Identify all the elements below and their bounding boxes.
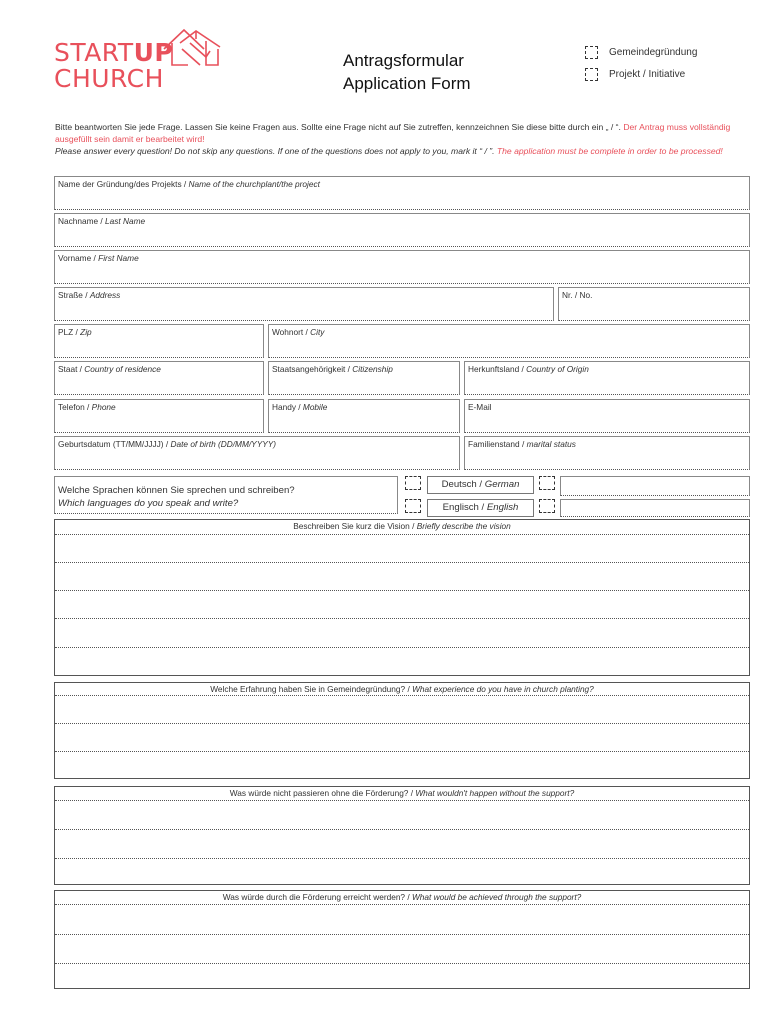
- divider: [55, 800, 749, 801]
- english-label-box: Englisch / English: [427, 499, 534, 517]
- mobile-label: Handy / Mobile: [272, 402, 328, 412]
- house-number-field[interactable]: [558, 287, 750, 321]
- divider: [55, 695, 749, 696]
- other-language-2-checkbox[interactable]: [539, 499, 555, 513]
- divider: [55, 562, 749, 563]
- languages-question: Welche Sprachen können Sie sprechen und schreiben? Which languages do you speak and write?: [58, 485, 295, 509]
- divider: [55, 829, 749, 830]
- last-name-field[interactable]: [54, 213, 750, 247]
- city-label: Wohnort / City: [272, 327, 325, 337]
- first-name-field[interactable]: [54, 250, 750, 284]
- logo-line-2: CHURCH: [54, 64, 164, 93]
- divider: [55, 963, 749, 964]
- instructions-de: Bitte beantworten Sie jede Frage. Lassen Sie keine Fragen aus. Sollte eine Frage nicht auf Sie zutreffen, kennzeichnen Sie diese bitte durch ein „ / “. Der Antrag muss vollständig ausgefüllt sein damit er bearbeitet wird!: [55, 122, 731, 144]
- email-field[interactable]: [464, 399, 750, 433]
- mobile-field[interactable]: [268, 399, 460, 433]
- german-checkbox[interactable]: [405, 476, 421, 490]
- origin-label: Herkunftsland / Country of Origin: [468, 364, 589, 374]
- church-plant-label: Gemeindegründung: [609, 47, 698, 58]
- first-name-label: Vorname / First Name: [58, 253, 139, 263]
- divider: [55, 751, 749, 752]
- other-language-1-input[interactable]: [560, 476, 750, 496]
- citizenship-field[interactable]: [268, 361, 460, 395]
- english-checkbox[interactable]: [405, 499, 421, 513]
- without-support-section-title: Was würde nicht passieren ohne die Förderung? / What wouldn't happen without the support?: [229, 788, 575, 798]
- divider: [55, 723, 749, 724]
- form-title-en: Application Form: [343, 74, 471, 93]
- divider: [55, 934, 749, 935]
- birth-date-label: Geburtsdatum (TT/MM/JJJJ) / Date of birth (DD/MM/YYYY): [58, 439, 277, 449]
- marital-status-label: Familienstand / marital status: [468, 439, 576, 449]
- zip-field[interactable]: [54, 324, 264, 358]
- vision-section-title: Beschreiben Sie kurz die Vision / Briefly describe the vision: [293, 521, 511, 531]
- divider: [55, 534, 749, 535]
- city-field[interactable]: [268, 324, 750, 358]
- street-field[interactable]: [54, 287, 554, 321]
- divider: [55, 858, 749, 859]
- country-field[interactable]: [54, 361, 264, 395]
- other-language-1-checkbox[interactable]: [539, 476, 555, 490]
- birth-date-field[interactable]: [54, 436, 460, 470]
- instructions-en: Please answer every question! Do not skip any questions. If one of the questions does not apply to you, mark it “ / ”. The application must be complete in order to be processed!: [55, 146, 723, 156]
- zip-label: PLZ / Zip: [58, 327, 92, 337]
- languages-question-box: [54, 476, 398, 514]
- street-label: Straße / Address: [58, 290, 121, 300]
- form-title-de: Antragsformular: [343, 51, 464, 70]
- house-number-label: Nr. / No.: [562, 290, 593, 300]
- project-checkbox[interactable]: [585, 68, 598, 81]
- achieved-section-title: Was würde durch die Förderung erreicht werden? / What would be achieved through the support?: [222, 892, 582, 902]
- project-name-field[interactable]: [54, 176, 750, 210]
- house-outline-icon: [160, 27, 224, 71]
- experience-section-title: Welche Erfahrung haben Sie in Gemeindegründung? / What experience do you have in church planting?: [210, 684, 594, 694]
- without-support-section[interactable]: [54, 786, 750, 885]
- divider: [55, 647, 749, 648]
- logo: [54, 40, 173, 92]
- divider: [55, 590, 749, 591]
- vision-section[interactable]: [54, 519, 750, 676]
- email-label: E-Mail: [468, 402, 492, 412]
- country-label: Staat / Country of residence: [58, 364, 161, 374]
- phone-field[interactable]: [54, 399, 264, 433]
- project-name-label: Name der Gründung/des Projekts / Name of the churchplant/the project: [58, 179, 320, 189]
- origin-field[interactable]: [464, 361, 750, 395]
- project-label: Projekt / Initiative: [609, 69, 686, 80]
- divider: [55, 618, 749, 619]
- experience-section[interactable]: [54, 682, 750, 779]
- phone-label: Telefon / Phone: [58, 402, 116, 412]
- divider: [55, 904, 749, 905]
- citizenship-label: Staatsangehörigkeit / Citizenship: [272, 364, 393, 374]
- other-language-2-input[interactable]: [560, 499, 750, 517]
- marital-status-field[interactable]: [464, 436, 750, 470]
- last-name-label: Nachname / Last Name: [58, 216, 146, 226]
- church-plant-checkbox[interactable]: [585, 46, 598, 59]
- instructions: [55, 121, 745, 157]
- german-label-box: Deutsch / German: [427, 476, 534, 494]
- logo-line-1: STARTUP: [54, 38, 174, 67]
- achieved-section[interactable]: [54, 890, 750, 989]
- form-title: [343, 49, 471, 95]
